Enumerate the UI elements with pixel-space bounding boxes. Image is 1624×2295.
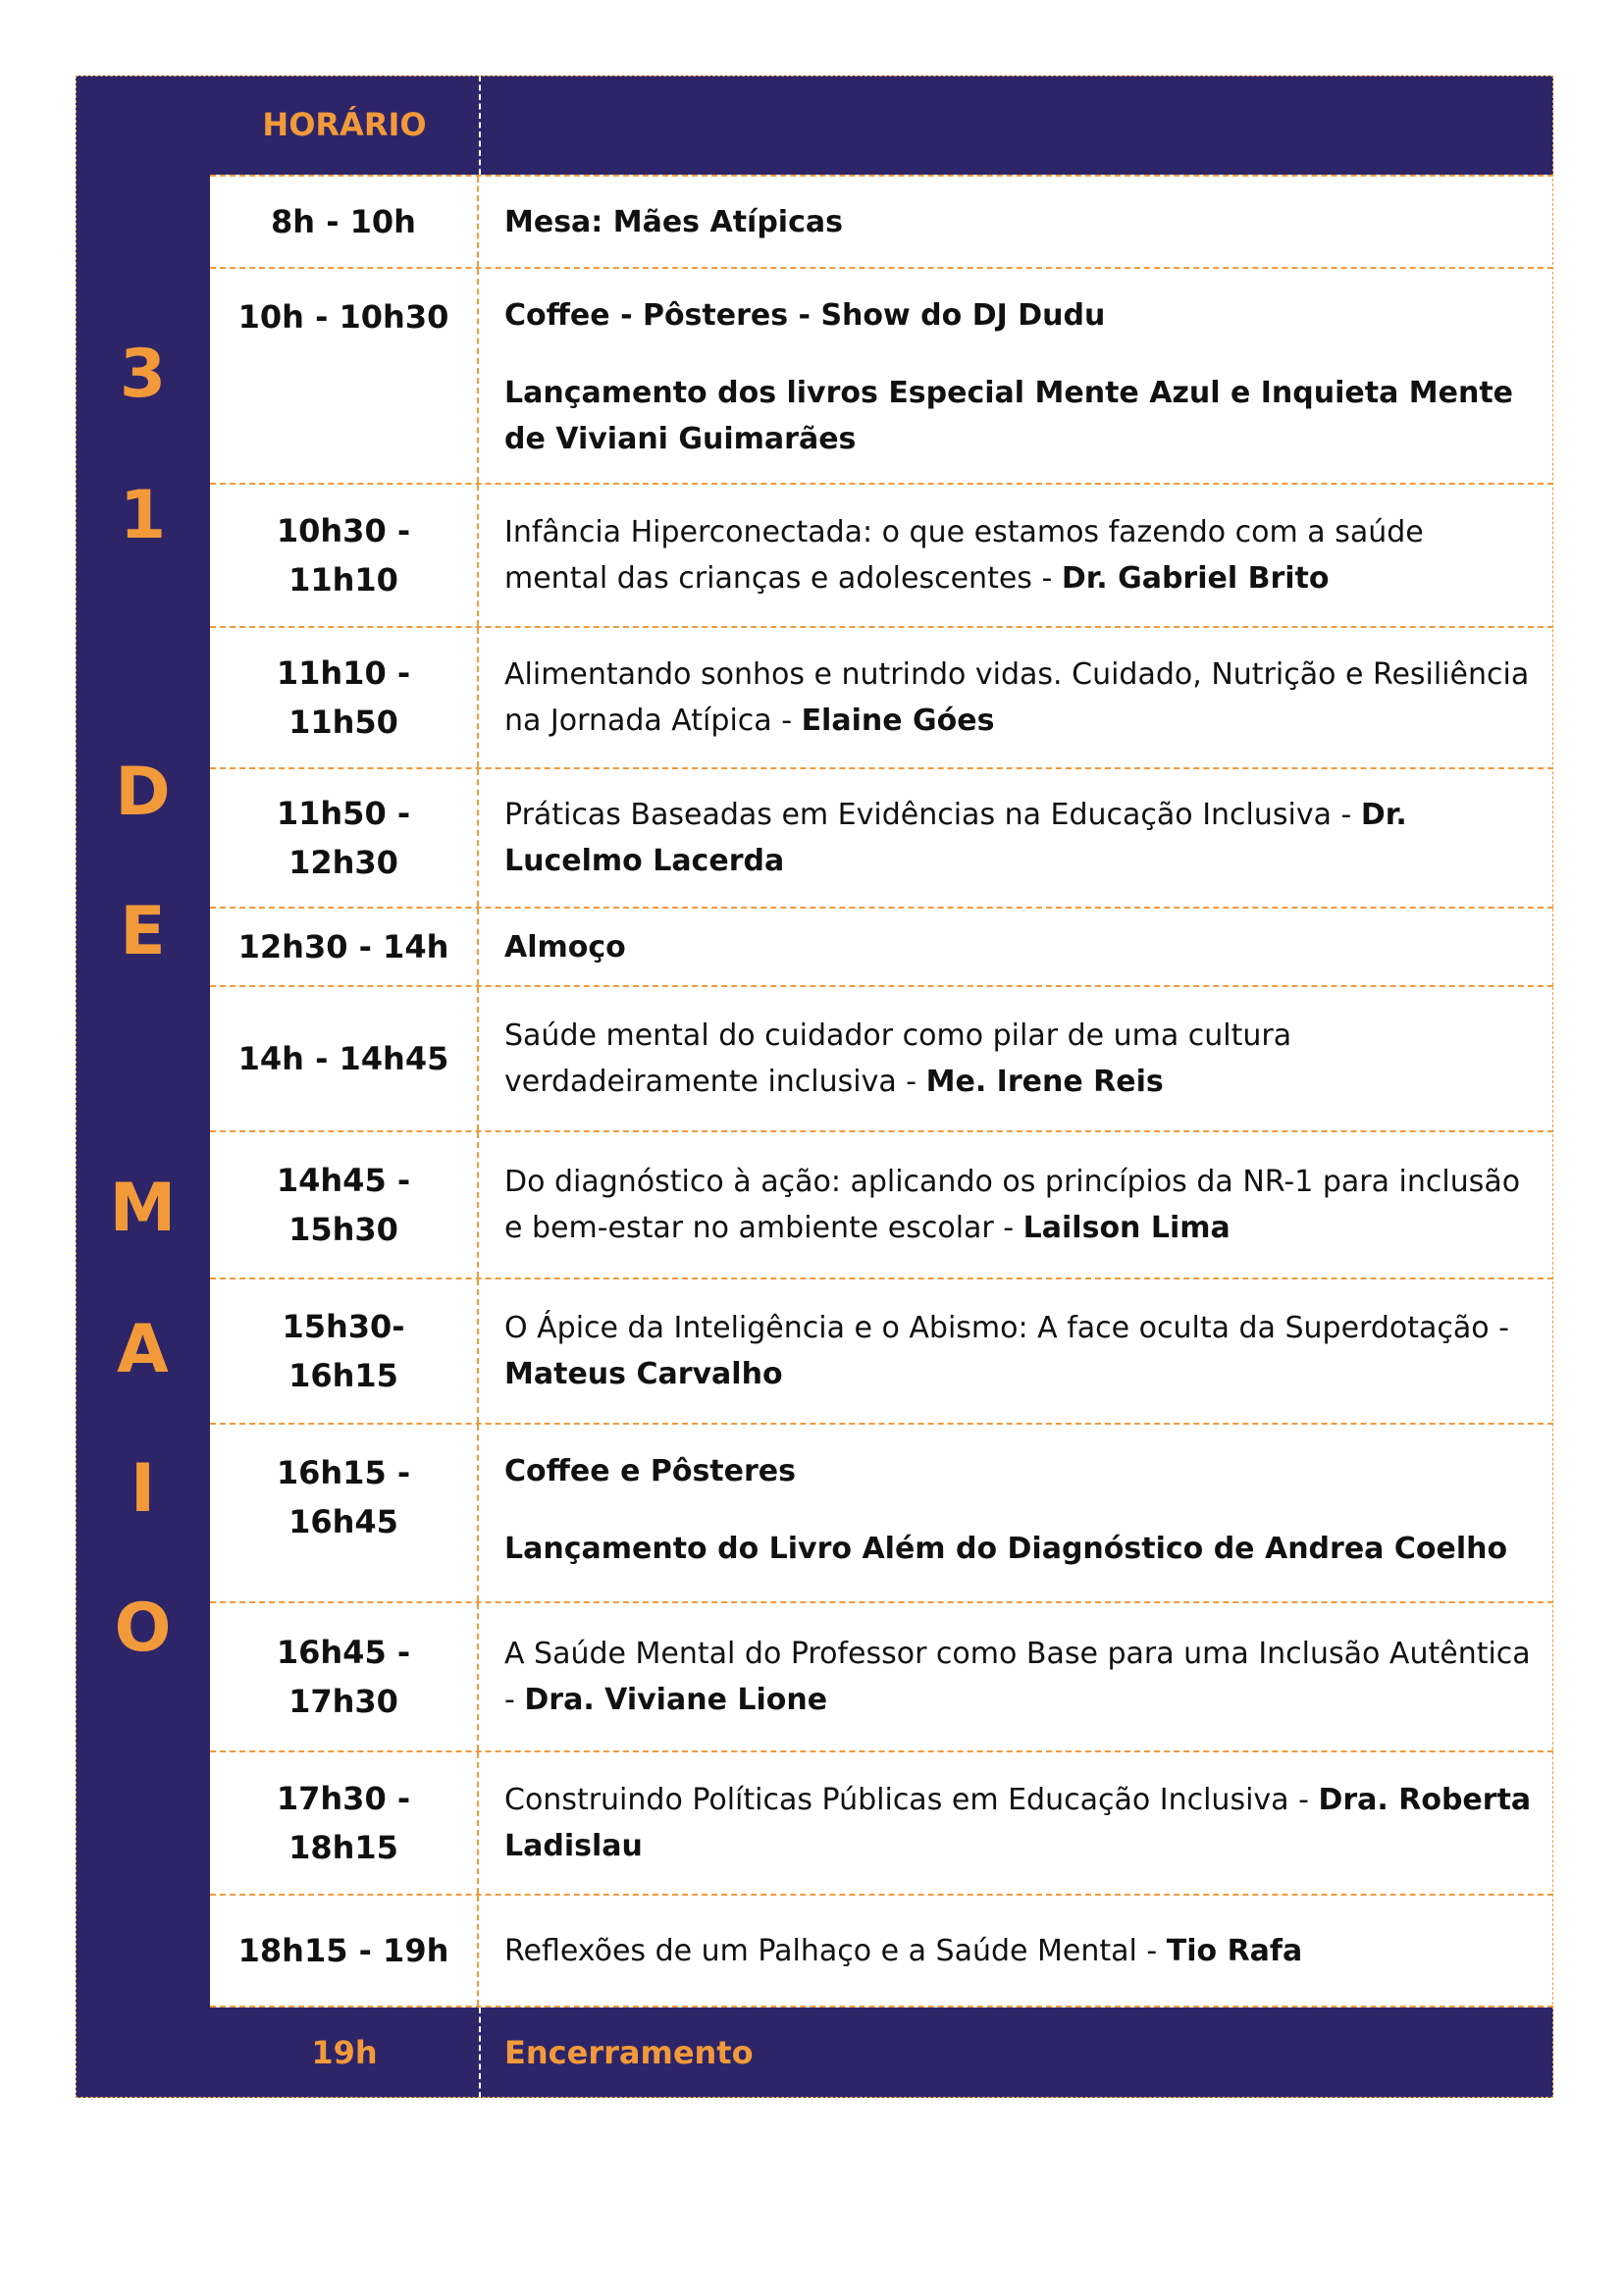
activity-cell	[504, 269, 1535, 483]
activity-cell	[504, 1752, 1535, 1894]
activity-cell	[504, 1603, 1535, 1750]
schedule-body	[210, 175, 1553, 2008]
date-letter: A	[117, 1311, 169, 1388]
table-footer	[210, 2008, 1553, 2098]
time-column-header: HORÁRIO	[262, 106, 427, 143]
table-row	[210, 1603, 1553, 1752]
time-text: 8h - 10h	[271, 203, 416, 240]
activity-highlight: Elaine Góes	[801, 704, 995, 738]
time-cell	[210, 269, 479, 483]
activity-line	[504, 1928, 1535, 1974]
activity-line	[504, 1526, 1535, 1572]
activity-line	[504, 1305, 1535, 1397]
time-cell	[210, 485, 479, 626]
activity-highlight: Coffee e Pôsteres	[504, 1454, 796, 1488]
activity-line	[504, 652, 1535, 744]
date-letter: M	[109, 1170, 177, 1247]
date-letter: E	[120, 893, 166, 970]
time-cell	[210, 628, 479, 767]
time-cell	[210, 1132, 479, 1278]
activity-line	[504, 199, 1535, 245]
activity-cell	[504, 485, 1535, 626]
activity-title: Reflexões de um Palhaço e a Saúde Mental -	[504, 1933, 1167, 1968]
activity-highlight: Me. Irene Reis	[925, 1065, 1164, 1099]
time-text: 16h45 - 17h30	[276, 1634, 411, 1720]
time-text: 14h - 14h45	[237, 1040, 449, 1077]
activity-line	[504, 370, 1535, 462]
activity-line	[504, 792, 1535, 884]
activity-highlight: Lançamento do Livro Além do Diagnóstico de Andrea Coelho	[504, 1532, 1508, 1566]
time-text: 15h30- 16h15	[282, 1308, 405, 1394]
activity-highlight: Tio Rafa	[1166, 1933, 1303, 1968]
time-text: 10h - 10h30	[237, 298, 449, 336]
time-cell	[210, 1279, 479, 1423]
activity-highlight: Lailson Lima	[1022, 1211, 1231, 1245]
date-letter: I	[130, 1450, 156, 1528]
activity-highlight: Mesa: Mães Atípicas	[504, 204, 843, 239]
time-cell	[210, 1425, 479, 1601]
date-letter: D	[115, 754, 171, 831]
closing-label: Encerramento	[504, 2034, 754, 2071]
table-row	[210, 628, 1553, 769]
table-row	[210, 1132, 1553, 1279]
time-text: 11h50 - 12h30	[276, 795, 411, 881]
time-cell	[210, 1752, 479, 1894]
table-row	[210, 1425, 1553, 1603]
activity-title: A Saúde Mental do Professor como Base para uma Inclusão Autêntica -	[504, 1637, 1531, 1717]
time-text: 16h15 - 16h45	[276, 1454, 411, 1540]
time-cell	[210, 177, 479, 267]
time-text: 17h30 - 18h15	[276, 1780, 411, 1866]
activity-highlight: Mateus Carvalho	[504, 1357, 783, 1391]
activity-title: Práticas Baseadas em Evidências na Educação Inclusiva -	[504, 798, 1361, 832]
time-text: 12h30 - 14h	[237, 928, 449, 965]
activity-highlight: Lançamento dos livros Especial Mente Azul e Inquieta Mente de Viviani Guimarães	[504, 376, 1514, 456]
activity-line	[504, 1159, 1535, 1251]
header-divider	[479, 76, 481, 175]
date-vertical-label	[76, 175, 210, 2008]
activity-highlight: Dr. Gabriel Brito	[1061, 561, 1330, 596]
table-row	[210, 909, 1553, 987]
activity-highlight: Coffee - Pôsteres - Show do DJ Dudu	[504, 298, 1106, 333]
activity-title: Alimentando sonhos e nutrindo vidas. Cuidado, Nutrição e Resiliência na Jornada Atípica -	[504, 657, 1530, 738]
activity-line	[504, 292, 1535, 339]
table-row	[210, 1279, 1553, 1425]
activity-cell	[504, 1279, 1535, 1423]
time-text: 14h45 - 15h30	[276, 1162, 411, 1248]
time-cell	[210, 909, 479, 985]
activity-highlight: Dra. Viviane Lione	[524, 1683, 828, 1717]
activity-highlight: Almoço	[504, 929, 626, 965]
table-header	[210, 76, 1553, 175]
time-cell	[210, 1896, 479, 2006]
time-cell	[210, 1603, 479, 1750]
date-letter: O	[114, 1590, 172, 1667]
time-cell	[210, 987, 479, 1130]
activity-title: Infância Hiperconectada: o que estamos fazendo com a saúde mental das crianças e adolescentes -	[504, 515, 1424, 596]
table-row	[210, 769, 1553, 909]
table-row	[210, 269, 1553, 485]
activity-cell	[504, 909, 1535, 985]
table-row	[210, 485, 1553, 628]
activity-title: Saúde mental do cuidador como pilar de uma cultura verdadeiramente inclusiva -	[504, 1018, 1292, 1099]
table-row	[210, 1896, 1553, 2008]
table-row	[210, 1752, 1553, 1896]
time-text: 11h10 - 11h50	[276, 654, 411, 741]
activity-cell	[504, 1425, 1535, 1601]
activity-highlight: Dra. Roberta Ladislau	[504, 1783, 1532, 1863]
activity-line	[504, 509, 1535, 601]
table-row	[210, 175, 1553, 269]
activity-line	[504, 924, 1535, 970]
activity-highlight: Dr. Lucelmo Lacerda	[504, 798, 1407, 878]
time-cell	[210, 769, 479, 907]
closing-time: 19h	[311, 2034, 378, 2071]
activity-line	[504, 1448, 1535, 1494]
activity-line	[504, 1631, 1535, 1723]
activity-line	[504, 1777, 1535, 1869]
activity-cell	[504, 177, 1535, 267]
activity-cell	[504, 987, 1535, 1130]
activity-title: Construindo Políticas Públicas em Educação Inclusiva -	[504, 1783, 1319, 1817]
date-letter: 1	[119, 477, 167, 554]
activity-title: Do diagnóstico à ação: aplicando os princípios da NR-1 para inclusão e bem-estar no ambiente escolar -	[504, 1165, 1521, 1245]
footer-divider	[479, 2008, 481, 2098]
activity-cell	[504, 769, 1535, 907]
activity-line	[504, 1013, 1535, 1105]
activity-title: O Ápice da Inteligência e o Abismo: A face oculta da Superdotação -	[504, 1311, 1509, 1345]
table-row	[210, 987, 1553, 1132]
time-text: 18h15 - 19h	[237, 1932, 449, 1969]
activity-cell	[504, 1132, 1535, 1278]
date-letter: 3	[119, 336, 167, 413]
activity-cell	[504, 1896, 1535, 2006]
time-text: 10h30 - 11h10	[276, 512, 411, 599]
activity-cell	[504, 628, 1535, 767]
